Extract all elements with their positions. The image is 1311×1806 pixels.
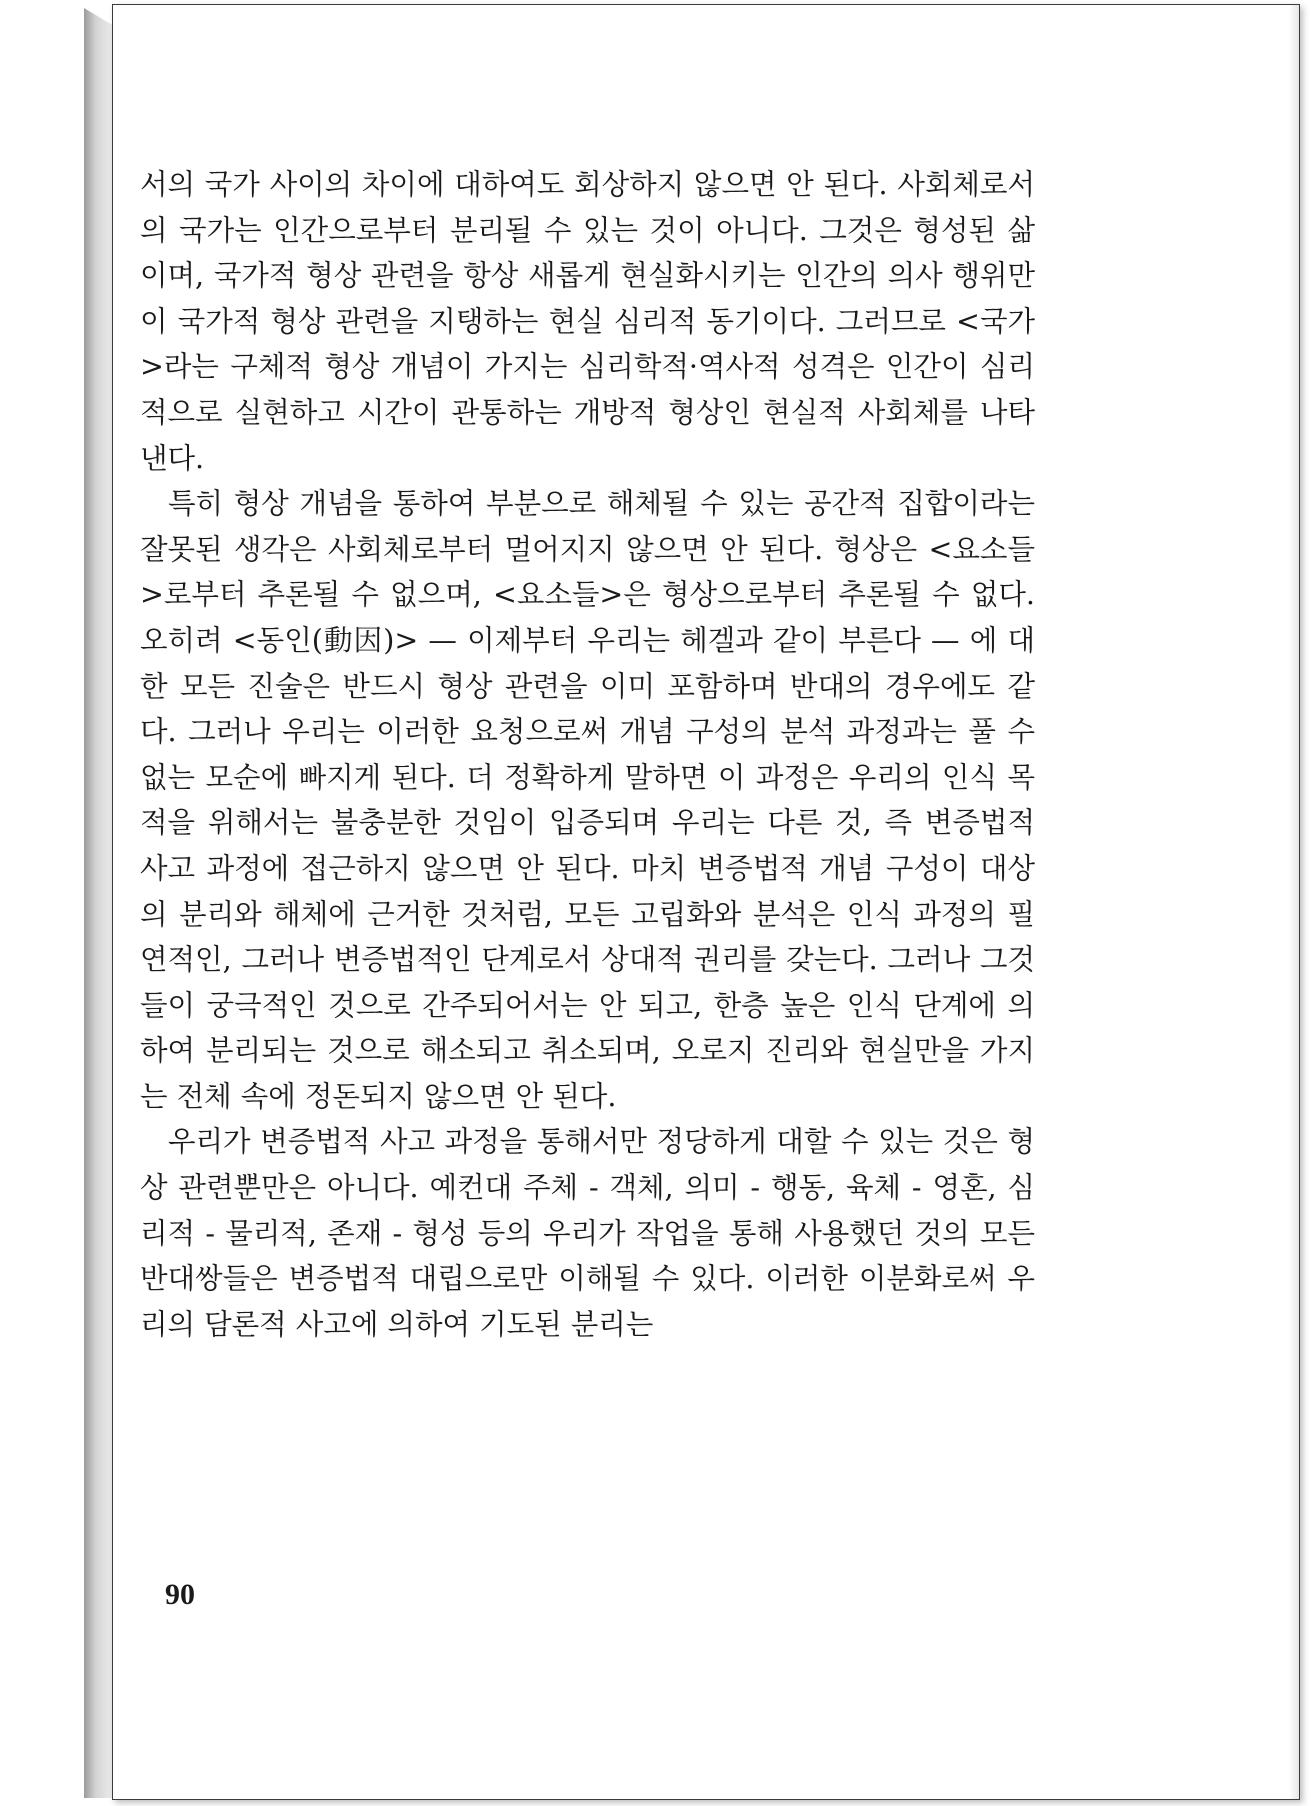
paragraph-1: 서의 국가 사이의 차이에 대하여도 회상하지 않으면 안 된다. 사회체로서의 국가는 인간으로부터 분리될 수 있는 것이 아니다. 그것은 형성된 삶이며, 국가적 형상 관련을 항상 새롭게 현실화시키는 인간의 의사 행위만이 국가적 형상 관련을 지탱하는 현실 심리적 동기이다. 그러므로 <국가>라는 구체적 형상 개념이 가지는 심리학적·역사적 성격은 인간이 심리적으로 실현하고 시간이 관통하는 개방적 형상인 현실적 사회체를 나타낸다. (140, 168, 1035, 475)
page-edge (1289, 5, 1299, 1799)
body-text (140, 162, 1035, 1347)
book-spine (84, 8, 114, 1798)
paragraph-2: 특히 형상 개념을 통하여 부분으로 해체될 수 있는 공간적 집합이라는 잘못된 생각은 사회체로부터 멀어지지 않으면 안 된다. 형상은 <요소들>로부터 추론될 수 없으며, <요소들>은 형상으로부터 추론될 수 없다. 오히려 <동인(動因)> — 이제부터 우리는 헤겔과 같이 부른다 — 에 대한 모든 진술은 반드시 형상 관련을 이미 포함하며 반대의 경우에도 같다. 그러나 우리는 이러한 요청으로써 개념 구성의 분석 과정과는 풀 수 없는 모순에 빠지게 된다. 더 정확하게 말하면 이 과정은 우리의 인식 목적을 위해서는 불충분한 것임이 입증되며 우리는 다른 것, 즉 변증법적 사고 과정에 접근하지 않으면 안 된다. 마치 변증법적 개념 구성이 대상의 분리와 해체에 근거한 것처럼, 모든 고립화와 분석은 인식 과정의 필연적인, 그러나 변증법적인 단계로서 상대적 권리를 갖는다. 그러나 그것들이 궁극적인 것으로 간주되어서는 안 되고, 한층 높은 인식 단계에 의하여 분리되는 것으로 해소되고 취소되며, 오로지 진리와 현실만을 가지는 전체 속에 정돈되지 않으면 안 된다. (140, 487, 1035, 1113)
page-number: 90 (165, 1578, 195, 1611)
paragraph-3: 우리가 변증법적 사고 과정을 통해서만 정당하게 대할 수 있는 것은 형상 관련뿐만은 아니다. 예컨대 주체 - 객체, 의미 - 행동, 육체 - 영혼, 심리적 - 물리적, 존재 - 형성 등의 우리가 작업을 통해 사용했던 것의 모든 반대쌍들은 변증법적 대립으로만 이해될 수 있다. 이러한 이분화로써 우리의 담론적 사고에 의하여 기도된 분리는 (140, 1125, 1035, 1341)
